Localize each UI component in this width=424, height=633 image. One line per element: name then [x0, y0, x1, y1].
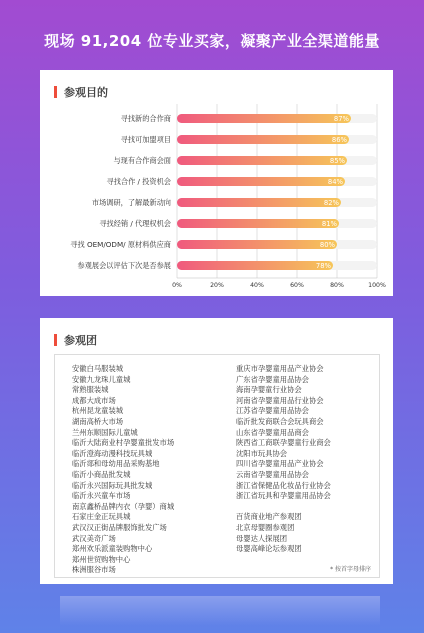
visitor-item: 临沂永兴国际玩具批发城 [72, 480, 153, 490]
bar-value-label: 85% [329, 156, 345, 165]
visitor-item: 常熟服装城 [72, 385, 109, 395]
visitor-item: 郑州欢乐派童装购物中心 [72, 544, 153, 554]
bar-value-label: 87% [333, 114, 349, 123]
visitor-item: 兰州东顺国际儿童城 [72, 427, 138, 437]
bar-value-label: 78% [315, 261, 331, 270]
sort-note: * 按首字母排序 [330, 566, 371, 573]
visitor-item: 江苏省孕婴童用品协会 [236, 406, 309, 416]
visitor-list-right [236, 364, 331, 555]
bar-value-label: 80% [319, 240, 335, 249]
bar-value-label: 82% [323, 198, 339, 207]
visitor-item: 四川省孕婴童用品产业协会 [236, 459, 324, 469]
visitor-list-left [72, 364, 174, 576]
bar [177, 198, 341, 207]
visitor-item: 临沂郯和母幼用品采购基地 [72, 459, 160, 469]
bar-value-label: 81% [321, 219, 337, 228]
purpose-bar-chart [40, 70, 393, 296]
visitor-item: 郑州世贸购物中心 [72, 554, 131, 564]
category-label: 寻找 OEM/ODM/ 原材料供应商 [70, 240, 171, 249]
bar [177, 156, 347, 165]
x-tick-label: 60% [290, 282, 304, 289]
visitor-section-title: 参观团 [64, 334, 97, 347]
visitor-item: 临沂大陆商业村孕婴童批发市场 [72, 438, 175, 448]
visitor-list-box [54, 354, 380, 578]
visitor-item: 临沂小商品批发城 [72, 469, 131, 479]
visitor-item: 临沂永兴童车市场 [72, 491, 131, 501]
visitor-item: 海南孕婴童行业协会 [236, 385, 302, 395]
visitor-item: 百货商业地产参观团 [236, 512, 302, 522]
visitor-item: 沈阳市玩具协会 [236, 448, 288, 458]
x-tick-label: 20% [210, 282, 224, 289]
visitor-item [236, 502, 331, 513]
visitor-item: 浙江省保健品化妆品行业协会 [236, 480, 331, 490]
visitor-item: 武汉汉正街品牌服饰批发广场 [72, 522, 167, 532]
visitor-item: 安徽九龙珠儿童城 [72, 374, 131, 384]
section-marker [54, 334, 57, 346]
visitor-item: 石家庄金正玩具城 [72, 512, 131, 522]
visitor-item: 湖南高桥大市场 [72, 416, 124, 426]
category-label: 寻找合作 / 投资机会 [106, 177, 171, 186]
category-label: 寻找新的合作商 [120, 114, 171, 123]
visitor-item: 临沂澄海动漫科技玩具城 [72, 448, 153, 458]
category-label: 与现有合作商会面 [113, 156, 171, 165]
purpose-card [40, 70, 393, 296]
bar-value-label: 86% [331, 135, 347, 144]
visitor-card [40, 318, 393, 584]
visitor-item: 成都大成市场 [72, 395, 116, 405]
visitor-item: 浙江省玩具和孕婴童用品协会 [236, 491, 331, 501]
x-tick-label: 0% [172, 282, 182, 289]
bar [177, 177, 345, 186]
visitor-item: 母婴高峰论坛参观团 [236, 544, 302, 554]
card-shadow [60, 596, 380, 626]
bar [177, 114, 351, 123]
visitor-item: 临沂批发商联合会玩具商会 [236, 416, 324, 426]
category-label: 寻找可加盟项目 [120, 135, 171, 144]
visitor-item: 北京母婴圈参观团 [236, 522, 295, 532]
category-label: 参观展会以评估下次是否参展 [77, 261, 171, 270]
visitor-item: 陕西省工商联孕婴童行业商会 [236, 438, 331, 448]
visitor-item: 武汉美奇广场 [72, 533, 116, 543]
visitor-item: 安徽白马服装城 [72, 364, 124, 373]
visitor-item: 母婴达人探展团 [236, 533, 288, 543]
bar [177, 240, 337, 249]
headline: 现场 91,204 位专业买家，凝聚产业全渠道能量 [44, 32, 380, 50]
x-tick-label: 40% [250, 282, 264, 289]
visitor-item: 广东省孕婴童用品协会 [236, 374, 309, 384]
visitor-item: 南京鑫桥品牌内衣（孕婴）商城 [72, 501, 175, 511]
category-label: 市场调研，了解最新动向 [91, 198, 171, 207]
purpose-section-title: 参观目的 [64, 86, 108, 99]
visitor-item: 株洲服谷市场 [72, 565, 116, 575]
category-label: 寻找经销 / 代理权机会 [99, 219, 171, 228]
x-tick-label: 80% [330, 282, 344, 289]
x-tick-label: 100% [368, 282, 386, 289]
bar [177, 219, 339, 228]
visitor-item: 杭州昆龙童装城 [72, 406, 124, 416]
visitor-item: 云南省孕婴童用品协会 [236, 469, 309, 479]
visitor-item: 山东省孕婴童用品商会 [236, 427, 309, 437]
visitor-item: 河南省孕婴童用品行业协会 [236, 395, 324, 405]
bar [177, 135, 349, 144]
visitor-item: 重庆市孕婴童用品产业协会 [236, 364, 324, 373]
bar [177, 261, 333, 270]
visitor-section-header [54, 332, 97, 348]
bar-value-label: 84% [327, 177, 343, 186]
